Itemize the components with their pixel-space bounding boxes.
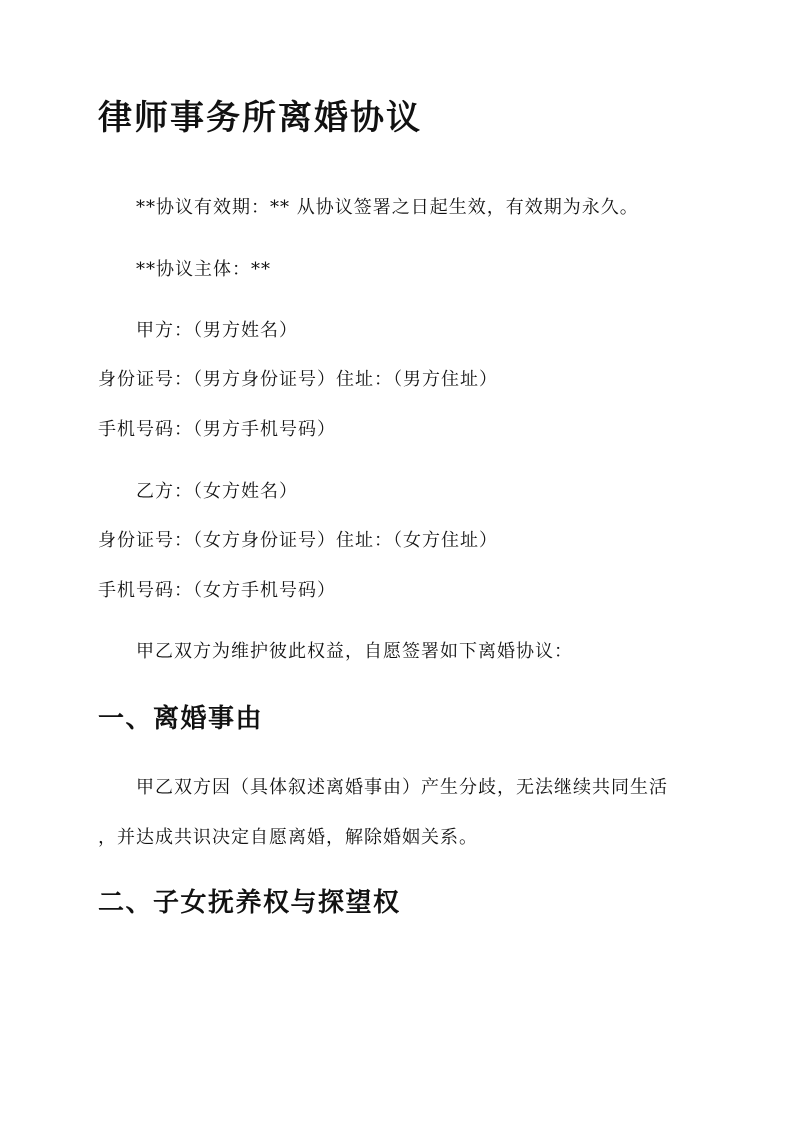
party-b-phone: 手机号码：（女方手机号码） [98,580,336,601]
party-a-id-address: 身份证号：（男方身份证号）住址：（男方住址） [98,369,498,390]
section-2-heading: 二、子女抚养权与探望权 [98,888,401,918]
validity-line: **协议有效期：** 从协议签署之日起生效，有效期为永久。 [136,197,639,218]
agreement-intro: 甲乙双方为维护彼此权益，自愿签署如下离婚协议： [136,641,573,662]
party-b-name: 乙方：（女方姓名） [136,481,298,502]
document-title: 律师事务所离婚协议 [98,98,422,138]
section-1-paragraph-line-1: 甲乙双方因（具体叙述离婚事由）产生分歧，无法继续共同生活 [136,777,668,798]
party-a-name: 甲方：（男方姓名） [136,320,298,341]
parties-heading: **协议主体：** [136,259,271,280]
section-1-heading: 一、离婚事由 [98,704,264,734]
section-1-paragraph-line-2: ，并达成共识决定自愿离婚，解除婚姻关系。 [98,827,478,848]
party-b-id-address: 身份证号：（女方身份证号）住址：（女方住址） [98,530,498,551]
party-a-phone: 手机号码：（男方手机号码） [98,419,336,440]
